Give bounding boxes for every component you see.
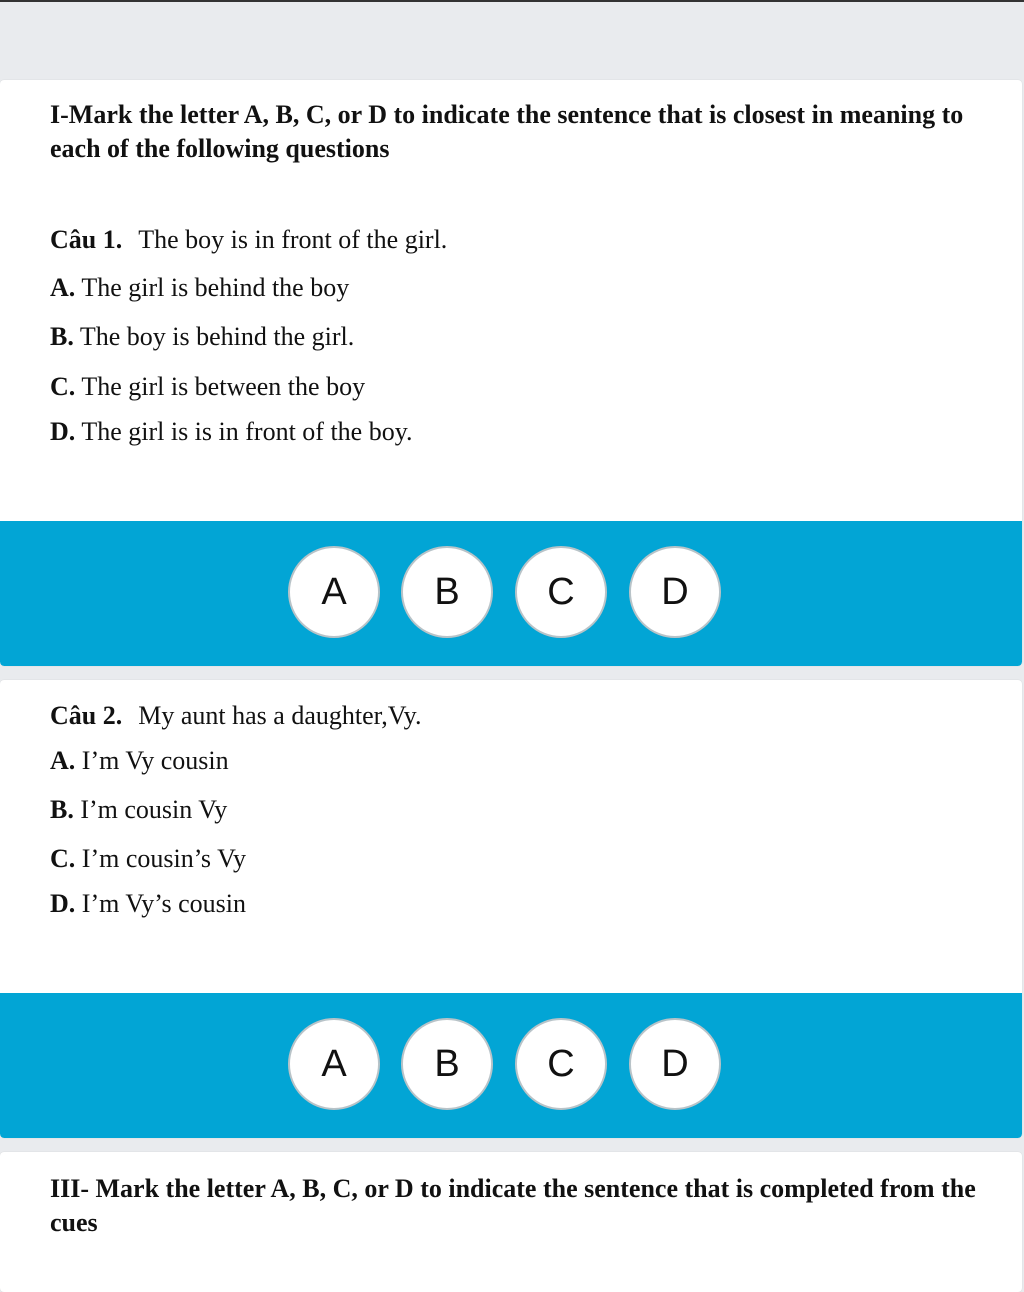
answer-a-button[interactable]: A [288,1018,380,1110]
question-text: My aunt has a daughter,Vy. [138,701,422,730]
option-letter: D. [50,889,76,918]
answer-c-button[interactable]: C [515,1018,607,1110]
question-card-3 [0,1152,1022,1292]
question-card-1 [0,80,1022,666]
question-2-stem [50,700,421,732]
option-text: I’m Vy’s cousin [81,889,246,918]
question-number: Câu 1. [50,225,123,254]
top-divider [0,0,1024,2]
question-2-option-b [50,794,227,826]
option-text: I’m cousin’s Vy [81,844,246,873]
option-text: The boy is behind the girl. [79,322,355,351]
question-2-option-d [50,888,246,920]
option-text: I’m cousin Vy [80,795,228,824]
option-letter: C. [50,844,76,873]
option-letter: A. [50,746,76,775]
section-1-title: I-Mark the letter A, B, C, or D to indicate the sentence that is closest in meaning to each of the following questions [50,100,964,163]
option-letter: D. [50,417,76,446]
question-1-stem [50,224,447,256]
option-text: The girl is between the boy [81,372,366,401]
question-2-option-c [50,843,246,875]
answer-b-button[interactable]: B [401,1018,493,1110]
question-card-2 [0,680,1022,1138]
answer-a-button[interactable]: A [288,546,380,638]
answer-b-button[interactable]: B [401,546,493,638]
question-1-option-d [50,416,413,448]
option-text: I’m Vy cousin [81,746,229,775]
question-1-option-a [50,272,349,304]
question-1-option-b [50,321,354,353]
question-2-option-a [50,745,229,777]
answer-bar-2 [0,993,1022,1138]
option-letter: B. [50,322,74,351]
section-3-title: III- Mark the letter A, B, C, or D to indicate the sentence that is completed from the cues [50,1174,976,1237]
answer-bar-1 [0,521,1022,666]
question-number: Câu 2. [50,701,123,730]
option-text: The girl is is in front of the boy. [81,417,413,446]
option-letter: C. [50,372,76,401]
option-text: The girl is behind the boy [81,273,350,302]
question-1-option-c [50,371,365,403]
answer-d-button[interactable]: D [629,546,721,638]
option-letter: B. [50,795,74,824]
question-text: The boy is in front of the girl. [138,225,448,254]
option-letter: A. [50,273,76,302]
answer-c-button[interactable]: C [515,546,607,638]
answer-d-button[interactable]: D [629,1018,721,1110]
